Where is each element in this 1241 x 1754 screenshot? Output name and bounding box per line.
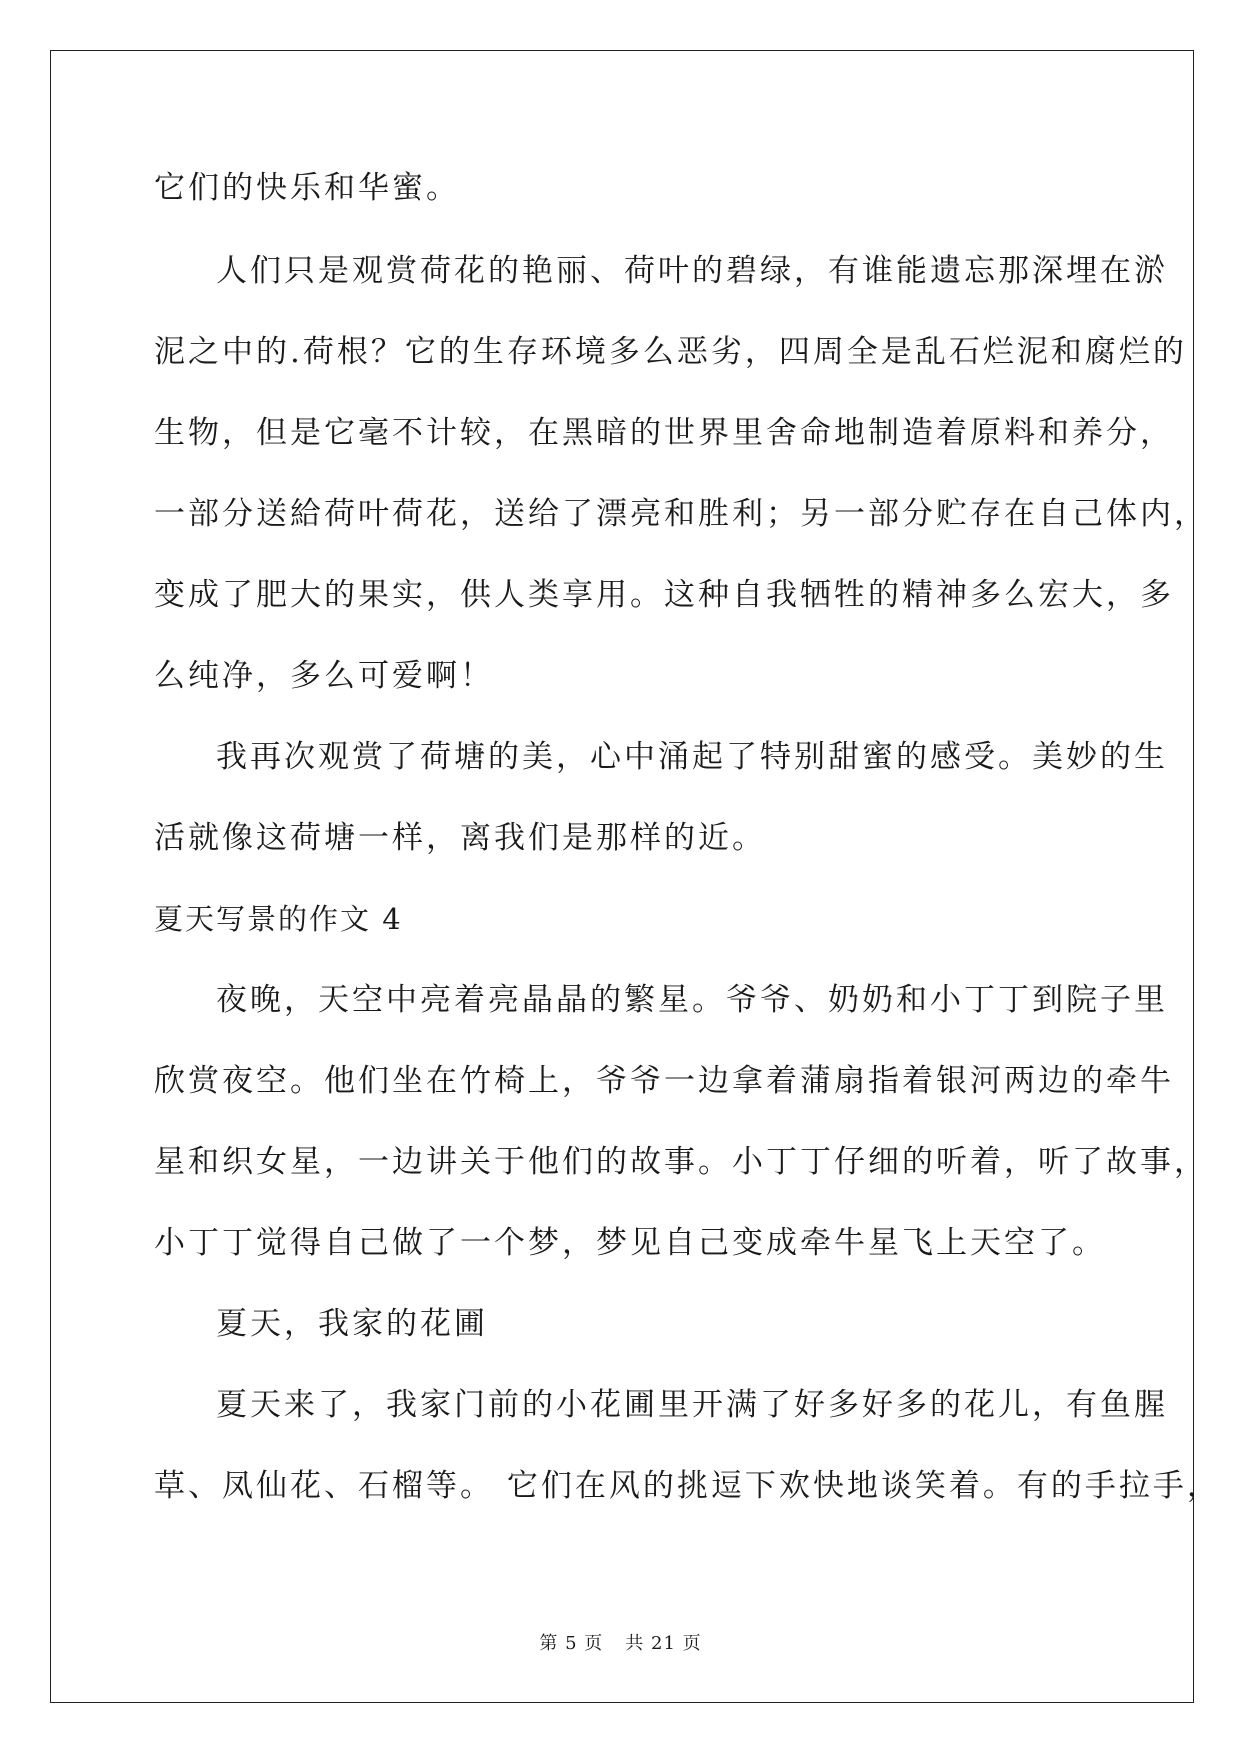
paragraph-line: 活就像这荷塘一样，离我们是那样的近。 [154, 820, 766, 856]
paragraph-line: 夏天来了，我家门前的小花圃里开满了好多好多的花儿，有鱼腥 [216, 1387, 1168, 1423]
page-number: 第 5 页 [539, 1633, 604, 1654]
paragraph-line: 小丁丁觉得自己做了一个梦，梦见自己变成牵牛星飞上天空了。 [154, 1225, 1106, 1261]
paragraph-line: 生物，但是它毫不计较，在黑暗的世界里舍命地制造着原料和养分， [154, 415, 1174, 451]
paragraph-line: 草、凤仙花、石榴等。 它们在风的挑逗下欢快地谈笑着。有的手拉手， [154, 1468, 1221, 1504]
subheading-line: 夏天，我家的花圃 [216, 1306, 488, 1342]
paragraph-line: 它们的快乐和华蜜。 [154, 170, 460, 206]
page-footer [0, 1632, 1241, 1656]
paragraph-line: 欣赏夜空。他们坐在竹椅上，爷爷一边拿着蒲扇指着银河两边的牵牛 [154, 1063, 1174, 1099]
page-total: 共 21 页 [625, 1633, 702, 1654]
section-heading: 夏天写景的作文 4 [154, 902, 403, 936]
paragraph-line: 星和织女星，一边讲关于他们的故事。小丁丁仔细的听着，听了故事， [154, 1144, 1208, 1180]
page-border [50, 50, 1194, 1703]
paragraph-line: 一部分送給荷叶荷花，送给了漂亮和胜利；另一部分贮存在自己体内， [154, 496, 1208, 532]
paragraph-line: 夜晚，天空中亮着亮晶晶的繁星。爷爷、奶奶和小丁丁到院子里 [216, 982, 1168, 1018]
paragraph-line: 么纯净，多么可爱啊！ [154, 658, 494, 694]
paragraph-line: 我再次观赏了荷塘的美，心中涌起了特别甜蜜的感受。美妙的生 [216, 739, 1168, 775]
paragraph-line: 人们只是观赏荷花的艳丽、荷叶的碧绿，有谁能遗忘那深埋在淤 [216, 253, 1168, 289]
paragraph-line: 变成了肥大的果实，供人类享用。这种自我牺牲的精神多么宏大，多 [154, 577, 1174, 613]
paragraph-line: 泥之中的.荷根？它的生存环境多么恶劣，四周全是乱石烂泥和腐烂的 [154, 334, 1187, 370]
